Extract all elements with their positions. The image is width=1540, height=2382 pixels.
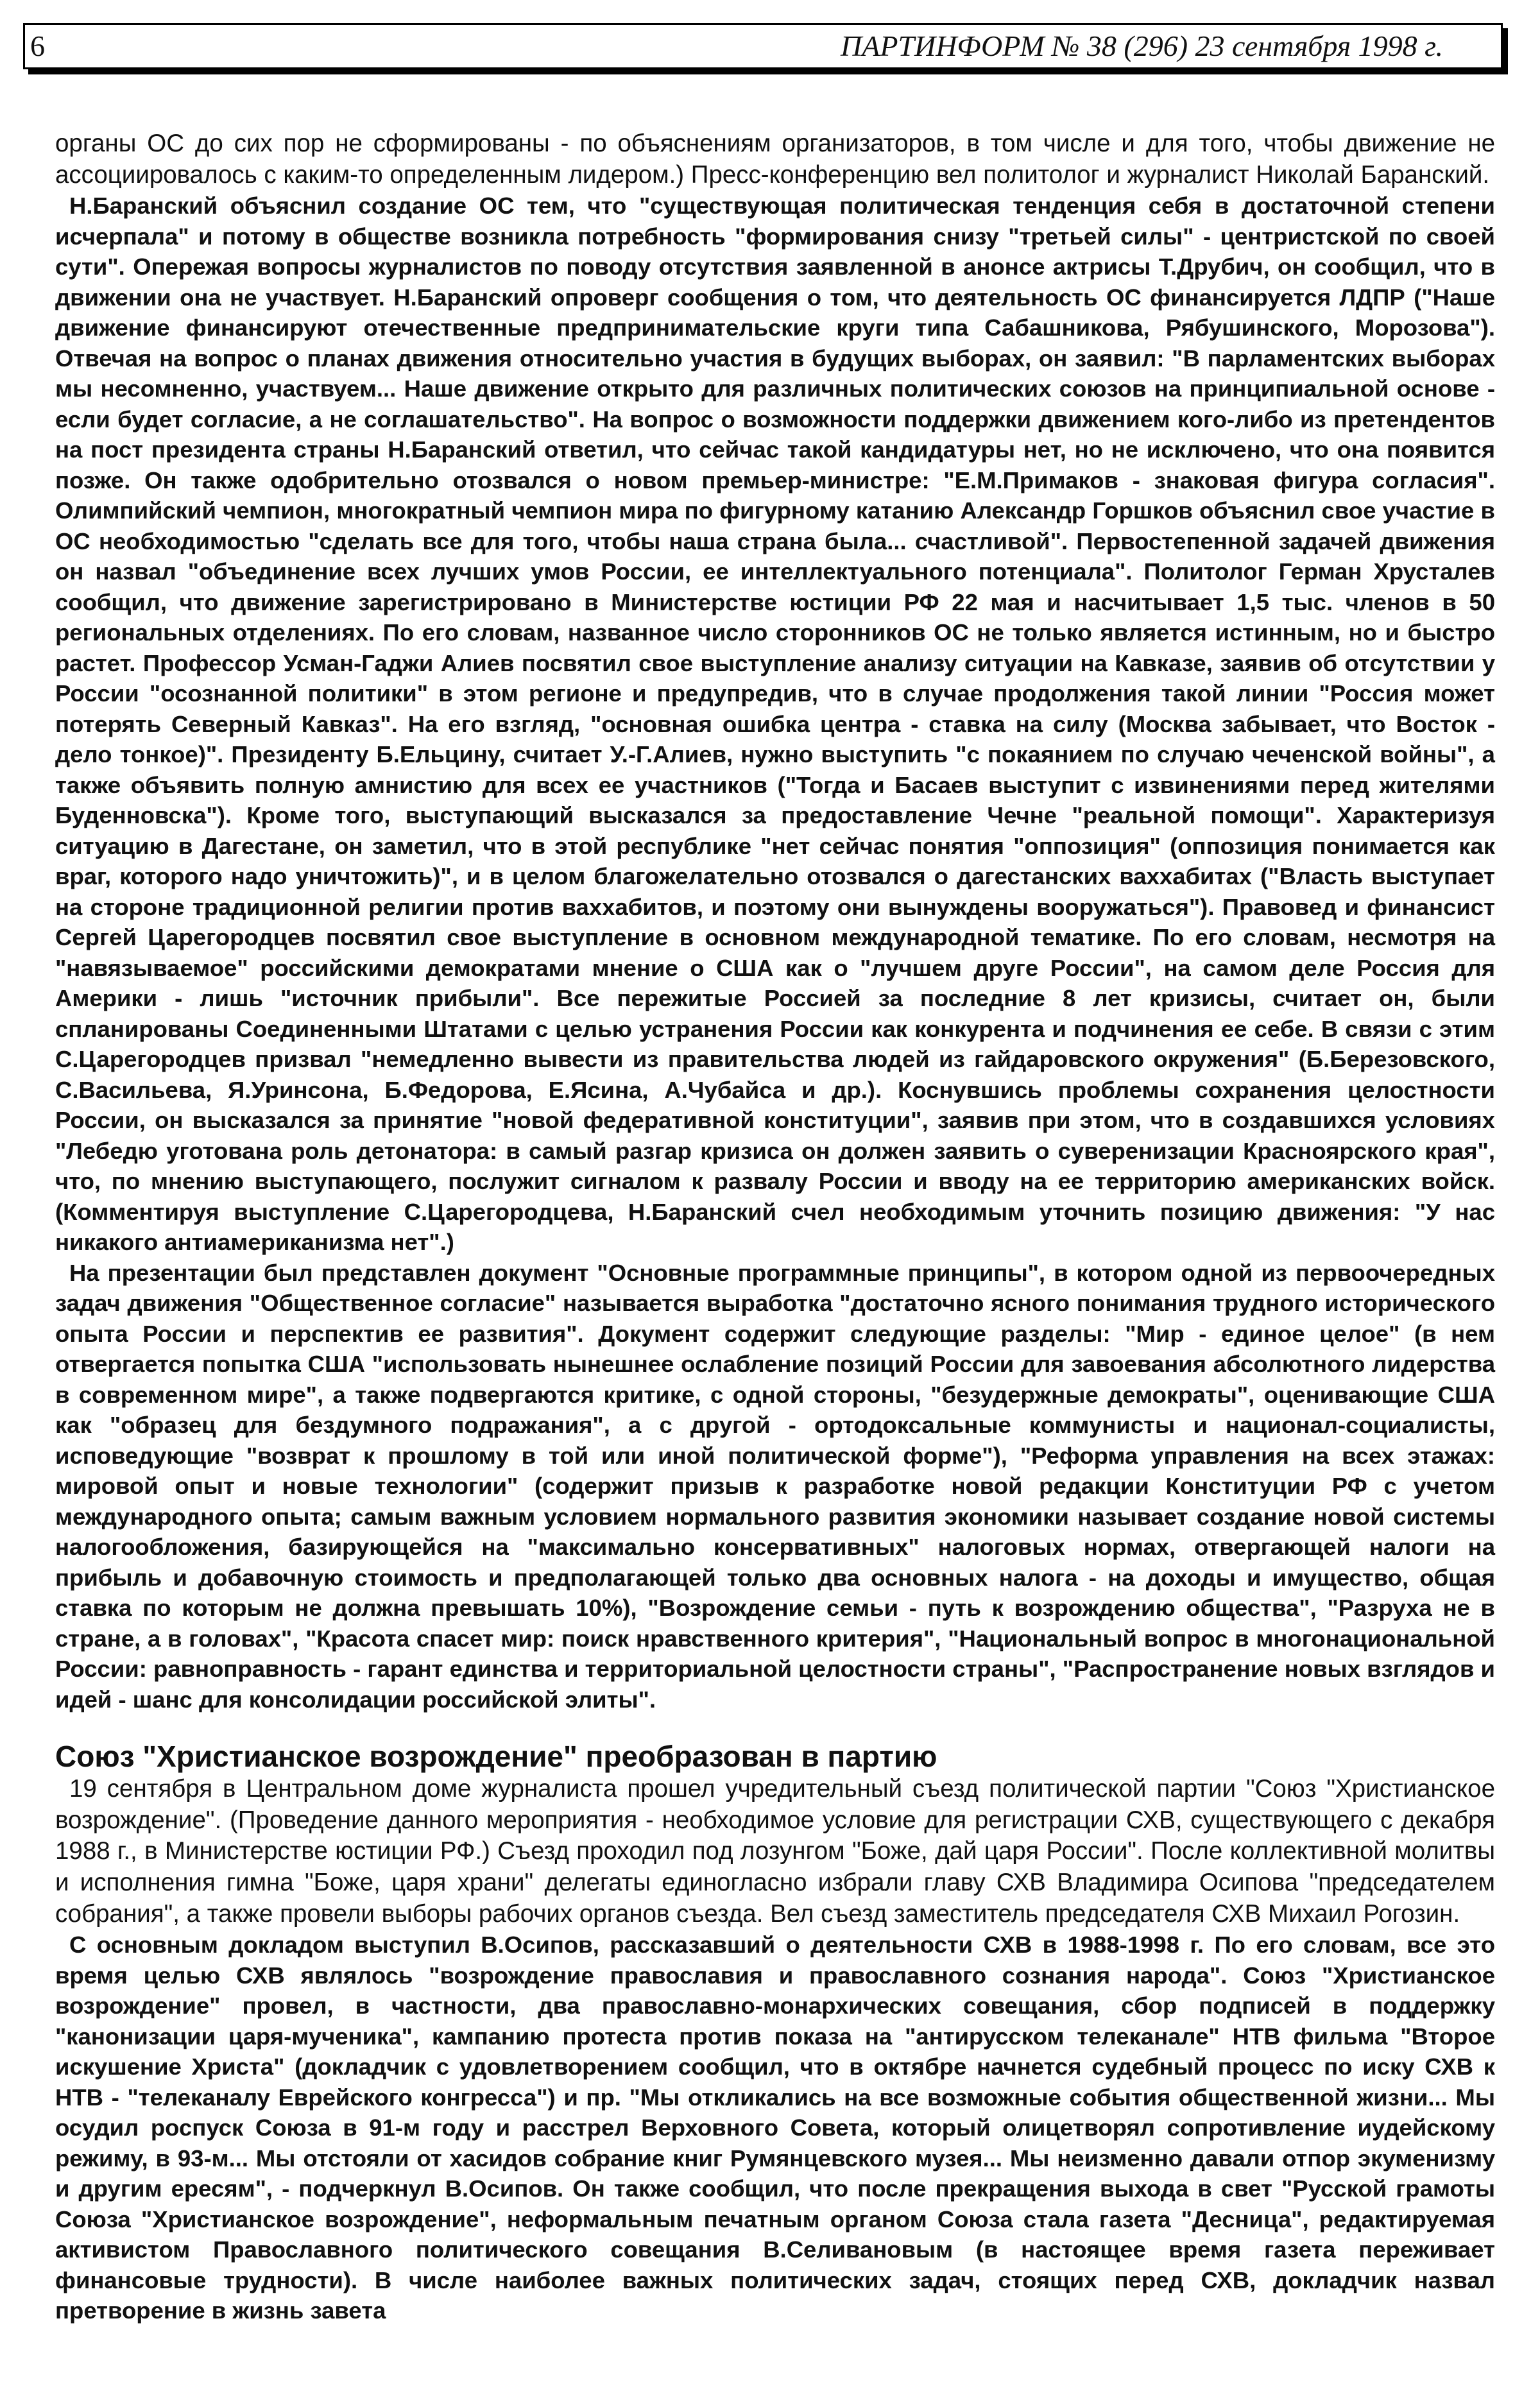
paragraph: С основным докладом выступил В.Осипов, рассказавший о деятельности СХВ в 1988-1998 г. По его словам, все это время целью СХВ являлось "возрождение православия и православного сознания народа". Союз "Христианское возрождение" провел, в частности, два православно-монархических совещания, сбор подписей в поддержку "канонизации царя-мученика", кампанию протеста против показа на "антирусском телеканале" НТВ фильма "Второе искушение Христа" (докладчик с удовлетворением сообщил, что в октябре начнется судебный процесс по иску СХВ к НТВ - "телеканалу Еврейского конгресса") и пр. "Мы откликались на все возможные события общественной жизни... Мы осудил роспуск Союза в 91-м году и расстрел Верховного Совета, который олицетворял сопротивление иудейскому режиму, в 93-м... Мы отстояли от хасидов собрание книг Румянцевского музея... Мы неизменно давали отпор экуменизму и другим ересям", - подчеркнул В.Осипов. Он также сообщил, что после прекращения выхода в свет "Русской грамоты Союза "Христианское возрождение", неформальным печатным органом Союза стала газета "Десница", редактируемая активистом Православного политического совещания В.Селивановым (в настоящее время газета переживает финансовые трудности). В числе наиболее важных политических задач, стоящих перед СХВ, докладчик назвал претворение в жизнь завета: [55, 1932, 1495, 2324]
paragraph: Н.Баранский объяснил создание ОС тем, что "существующая политическая тенденция себя в достаточной степени исчерпала" и потому в обществе возникла потребность "формирования снизу "третьей силы" - центристской по своей сути". Опережая вопросы журналистов по поводу отсутствия заявленной в анонсе актрисы Т.Друбич, он сообщил, что в движении она не участвует. Н.Баранский опроверг сообщения о том, что деятельность ОС финансируется ЛДПР ("Наше движение финансируют отечественные предпринимательские круги типа Сабашникова, Рябушинского, Морозова"). Отвечая на вопрос о планах движения относительно участия в будущих выборах, он заявил: "В парламентских выборах мы несомненно, участвуем... Наше движение открыто для различных политических союзов на принципиальной основе - если будет согласие, а не соглашательство". На вопрос о возможности поддержки движением кого-либо из претендентов на пост президента страны Н.Баранский ответил, что сейчас такой кандидатуры нет, но не исключено, что она появится позже. Он также одобрительно отозвался о новом премьер-министре: "Е.М.Примаков - знаковая фигура согласия". Олимпийский чемпион, многократный чемпион мира по фигурному катанию Александр Горшков объяснил свое участие в ОС необходимостью "сделать все для того, чтобы наша страна была... счастливой". Первостепенной задачей движения он назвал "объединение всех лучших умов России, ее интеллектуального потенциала". Политолог Герман Хрусталев сообщил, что движение зарегистрировано в Министерстве юстиции РФ 22 мая и насчитывает 1,5 тыс. членов в 50 региональных отделениях. По его словам, названное число сторонников ОС не только является истинным, но и быстро растет. Профессор Усман-Гаджи Алиев посвятил свое выступление анализу ситуации на Кавказе, заявив об отсутствии у России "осознанной политики" в этом регионе и предупредив, что в случае продолжения такой линии "Россия может потерять Северный Кавказ". На его взгляд, "основная ошибка центра - ставка на силу (Москва забывает, что Восток - дело тонкое)". Президенту Б.Ельцину, считает У.-Г.Алиев, нужно выступить "с покаянием по случаю чеченской войны", а также объявить полную амнистию для всех ее участников ("Тогда и Басаев выступит с извинениями перед жителями Буденновска"). Кроме того, выступающий высказался за предоставление Чечне "реальной помощи". Характеризуя ситуацию в Дагестане, он заметил, что в этой республике "нет сейчас понятия "оппозиция" (оппозиция понимается как враг, которого надо уничтожить)", и в целом благожелательно отозвался о дагестанских ваххабитах ("Власть выступает на стороне традиционной религии против ваххабитов, и поэтому они вынуждены вооружаться"). Правовед и финансист Сергей Царегородцев посвятил свое выступление в основном международной тематике. По его словам, несмотря на "навязываемое" российскими демократами мнение о США как о "лучшем друге России", на самом деле Россия для Америки - лишь "источник прибыли". Все пережитые Россией за последние 8 лет кризисы, считает он, были спланированы Соединенными Штатами с целью устранения России как конкурента и подчинения ее себе. В связи с этим С.Царегородцев призвал "немедленно вывести из правительства людей из гайдаровского окружения" (Б.Березовского, С.Васильева, Я.Уринсона, Б.Федорова, Е.Ясина, А.Чубайса и др.). Коснувшись проблемы сохранения целостности России, он высказался за принятие "новой федеративной конституции", заявив при этом, что в создавшихся условиях "Лебедю уготована роль детонатора: в самый разгар кризиса он должен заявить о суверенизации Красноярского края", что, по мнению выступающего, послужит сигналом к развалу России и вводу на ее территорию американских войск. (Комментируя выступление С.Царегородцева, Н.Баранский счел необходимым уточнить позицию движения: "У нас никакого антиамериканизма нет".): [55, 193, 1495, 1256]
publication-title: ПАРТИНФОРМ № 38 (296) 23 сентября 1998 г.: [841, 30, 1443, 62]
page-number: 6: [30, 30, 45, 62]
paragraph: 19 сентября в Центральном доме журналиста прошел учредительный съезд политической партии "Союз "Христианское возрождение". (Проведение данного мероприятия - необходимое условие для регистрации СХВ, существующего с декабря 1988 г., в Министерстве юстиции РФ.) Съезд проходил под лозунгом "Боже, дай царя России". После коллективной молитвы и исполнения гимна "Боже, царя храни" делегаты единогласно избрали главу СХВ Владимира Осипова "председателем собрания", а также провели выборы рабочих органов съезда. Вел съезд заместитель председателя СХВ Михаил Рогозин.: [55, 1775, 1495, 1928]
paragraph: На презентации был представлен документ "Основные программные принципы", в котором одной из первоочередных задач движения "Общественное согласие" называется выработка "достаточно ясного понимания трудного исторического опыта России и перспектив ее развития". Документ содержит следующие разделы: "Мир - единое целое" (в нем отвергается попытка США "использовать нынешнее ослабление позиций России для завоевания абсолютного лидерства в современном мире", а также подвергаются критике, с одной стороны, "безудержные демократы", оценивающие США как "образец для бездумного подражания", а с другой - ортодоксальные коммунисты и национал-социалисты, исповедующие "возврат к прошлому в той или иной политической форме"), "Реформа управления на всех этажах: мировой опыт и новые технологии" (содержит призыв к разработке новой редакции Конституции РФ с учетом международного опыта; самым важным условием нормального развития экономики называет создание новой системы налогообложения, базирующейся на "максимально консервативных" налоговых нормах, отвергающей налоги на прибыль и добавочную стоимость и предполагающей только два основных налога - на доходы и имущество, общая ставка по которым не должна превышать 10%), "Возрождение семьи - путь к возрождению общества", "Разруха не в стране, а в головах", "Красота спасет мир: поиск нравственного критерия", "Национальный вопрос в многонациональной России: равноправность - гарант единства и территориальной целостности страны", "Распространение новых взглядов и идей - шанс для консолидации российской элиты".: [55, 1259, 1495, 1713]
page-header: [23, 23, 1503, 69]
article-heading: Союз "Христианское возрождение" преобразован в партию: [55, 1740, 937, 1774]
paragraph: органы ОС до сих пор не сформированы - по объяснениям организаторов, в том числе и для того, чтобы движение не ассоциировалось с каким-то определенным лидером.) Пресс-конференцию вел политолог и журналист Николай Баранский.: [55, 130, 1495, 189]
article-body: [55, 128, 1495, 2326]
